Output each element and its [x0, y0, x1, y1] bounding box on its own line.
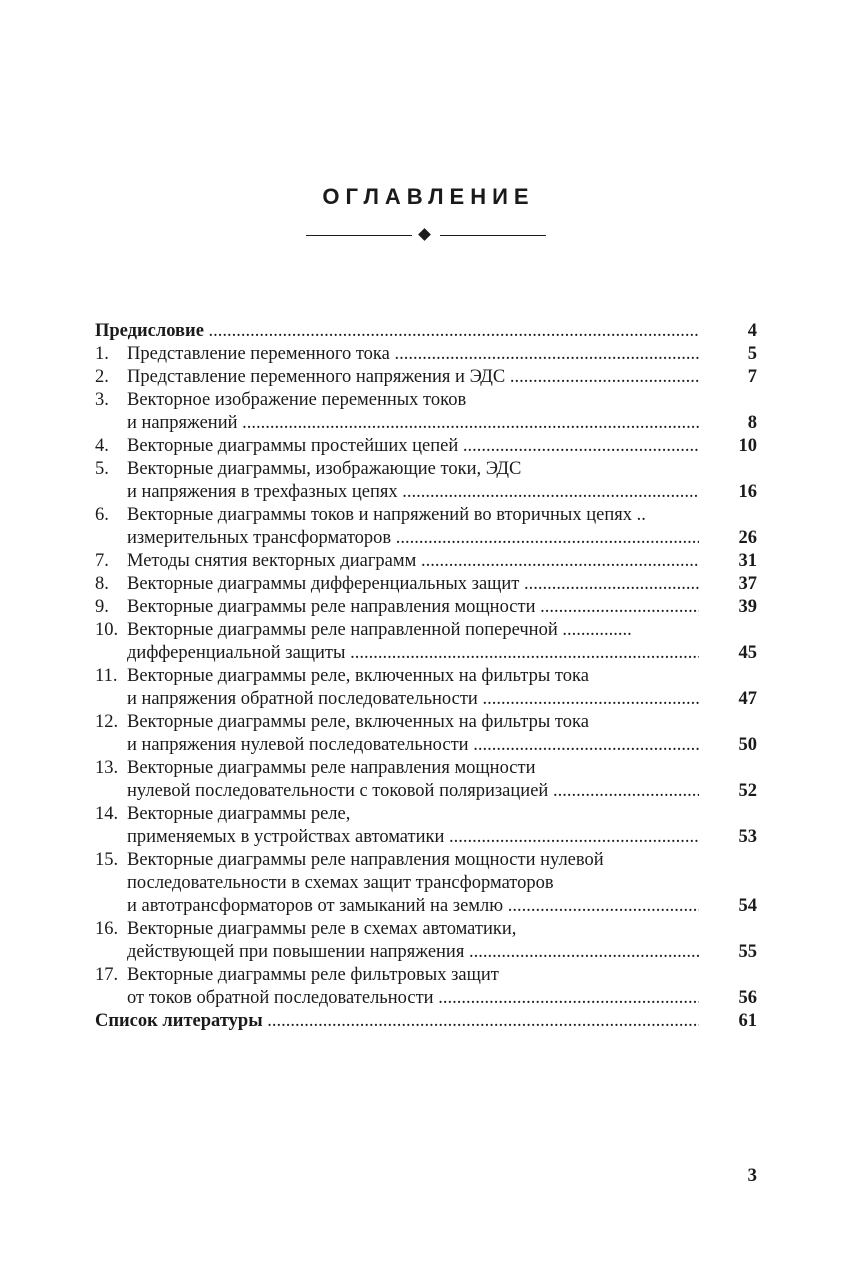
ornament-line-left: [306, 235, 412, 236]
toc-line: [95, 596, 757, 619]
toc-entry-number: 10.: [95, 620, 119, 640]
toc-entry-page: 10: [738, 436, 757, 456]
toc-line: [95, 320, 757, 343]
toc-line: [95, 573, 757, 596]
toc-entry-title[interactable]: Векторные диаграммы токов и напряжений во вторичных цепях ..: [127, 505, 646, 525]
toc-line: [95, 504, 757, 527]
toc-entry-title[interactable]: последовательности в схемах защит трансформаторов: [127, 873, 554, 893]
toc-entry-page: 54: [738, 896, 757, 916]
toc-line: [95, 665, 757, 688]
toc-entry-number: 5.: [95, 459, 109, 479]
toc-entry-title[interactable]: Векторное изображение переменных токов: [127, 390, 467, 410]
toc-entry-number: 6.: [95, 505, 109, 525]
toc-line: [95, 803, 757, 826]
toc-line: [95, 895, 757, 918]
toc-entry-number: 1.: [95, 344, 109, 364]
toc-entry-title[interactable]: Векторные диаграммы реле,: [127, 804, 351, 824]
page-number: 3: [747, 1165, 757, 1186]
toc-entry-title[interactable]: Векторные диаграммы реле направленной поперечной ...............: [127, 620, 632, 640]
toc-line: [95, 734, 757, 757]
toc-line: [95, 711, 757, 734]
toc-entry-title[interactable]: Векторные диаграммы реле, включенных на фильтры тока: [127, 666, 589, 686]
ornament-line-right: [440, 235, 546, 236]
toc-line: [95, 918, 757, 941]
page-title: ОГЛАВЛЕНИЕ: [322, 184, 535, 209]
toc-entry-title[interactable]: Векторные диаграммы реле в схемах автоматики,: [127, 919, 517, 939]
toc-entry-page: 45: [738, 643, 757, 663]
toc-entry-page: 50: [738, 735, 757, 755]
toc-entry-title[interactable]: Векторные диаграммы дифференциальных защит .....: [127, 573, 699, 596]
toc-line: [95, 849, 757, 872]
toc-entry-title[interactable]: от токов обратной последовательности .....: [127, 987, 699, 1010]
toc-entry-title[interactable]: и напряжения в трехфазных цепях .....: [127, 481, 699, 504]
toc-entry-title[interactable]: Векторные диаграммы простейших цепей .....: [127, 435, 699, 458]
toc-entry-page: 5: [747, 344, 757, 364]
toc-entry-title[interactable]: Векторные диаграммы, изображающие токи, ЭДС: [127, 459, 522, 479]
toc-line: [95, 826, 757, 849]
toc-entry-title[interactable]: Векторные диаграммы реле фильтровых защит: [127, 965, 499, 985]
toc-line: [95, 872, 757, 895]
toc-entry-title[interactable]: измерительных трансформаторов .....: [127, 527, 699, 550]
toc-line: [95, 550, 757, 573]
toc-entry-title[interactable]: применяемых в устройствах автоматики .....: [127, 826, 699, 849]
toc-entry-page: 4: [747, 321, 757, 341]
toc-entry-title[interactable]: Методы снятия векторных диаграмм .....: [127, 550, 699, 573]
toc-entry-page: 26: [738, 528, 757, 548]
toc-entry-number: 9.: [95, 597, 109, 617]
toc-line: [95, 780, 757, 803]
toc-entry-number: 11.: [95, 666, 118, 686]
toc-entry-page: 7: [747, 367, 757, 387]
toc-line: [95, 435, 757, 458]
toc-entry-title[interactable]: действующей при повышении напряжения .....: [127, 941, 699, 964]
toc-entry-title[interactable]: Векторные диаграммы реле, включенных на фильтры тока: [127, 712, 589, 732]
toc-line: [95, 757, 757, 780]
toc-line: [95, 688, 757, 711]
toc-line: [95, 366, 757, 389]
toc-line: [95, 1010, 757, 1033]
toc-entry-title[interactable]: дифференциальной защиты .....: [127, 642, 699, 665]
toc-entry-page: 31: [738, 551, 757, 571]
toc-line: [95, 619, 757, 642]
toc-entry-number: 14.: [95, 804, 119, 824]
table-of-contents: [95, 320, 757, 1033]
toc-entry-number: 7.: [95, 551, 109, 571]
toc-entry-number: 4.: [95, 436, 109, 456]
toc-entry-title[interactable]: Представление переменного напряжения и ЭДС .....: [127, 366, 699, 389]
toc-entry-title[interactable]: и автотрансформаторов от замыканий на землю .....: [127, 895, 699, 918]
toc-entry-number: 15.: [95, 850, 119, 870]
toc-line: [95, 412, 757, 435]
toc-entry-page: 61: [738, 1011, 757, 1031]
toc-entry-page: 16: [738, 482, 757, 502]
toc-entry-page: 8: [747, 413, 757, 433]
toc-entry-title[interactable]: Представление переменного тока .....: [127, 343, 699, 366]
toc-entry-title[interactable]: нулевой последовательности с токовой поляризацией .....: [127, 780, 699, 803]
toc-entry-title[interactable]: и напряжений .....: [127, 412, 699, 435]
toc-entry-number: 17.: [95, 965, 119, 985]
toc-entry-title[interactable]: и напряжения обратной последовательности .....: [127, 688, 699, 711]
toc-line: [95, 458, 757, 481]
toc-entry-title[interactable]: Векторные диаграммы реле направления мощности .....: [127, 596, 699, 619]
toc-line: [95, 642, 757, 665]
toc-entry-number: 8.: [95, 574, 109, 594]
toc-line: [95, 527, 757, 550]
toc-entry-page: 37: [738, 574, 757, 594]
toc-entry-number: 13.: [95, 758, 119, 778]
toc-entry-number: 3.: [95, 390, 109, 410]
toc-line: [95, 941, 757, 964]
toc-entry-title[interactable]: и напряжения нулевой последовательности .....: [127, 734, 699, 757]
toc-entry-page: 53: [738, 827, 757, 847]
toc-line: [95, 987, 757, 1010]
toc-entry-page: 39: [738, 597, 757, 617]
toc-entry-number: 2.: [95, 367, 109, 387]
toc-entry-title[interactable]: Предисловие .....: [95, 320, 699, 343]
toc-entry-page: 47: [738, 689, 757, 709]
toc-entry-page: 56: [738, 988, 757, 1008]
diamond-icon: [418, 228, 431, 241]
toc-entry-number: 12.: [95, 712, 119, 732]
toc-line: [95, 343, 757, 366]
toc-entry-number: 16.: [95, 919, 119, 939]
title-ornament: [306, 226, 546, 246]
toc-line: [95, 389, 757, 412]
toc-entry-title[interactable]: Векторные диаграммы реле направления мощности: [127, 758, 536, 778]
toc-entry-title[interactable]: Векторные диаграммы реле направления мощности нулевой: [127, 850, 604, 870]
toc-entry-title[interactable]: Список литературы .....: [95, 1010, 699, 1033]
toc-entry-page: 52: [738, 781, 757, 801]
toc-entry-page: 55: [738, 942, 757, 962]
toc-line: [95, 964, 757, 987]
toc-line: [95, 481, 757, 504]
